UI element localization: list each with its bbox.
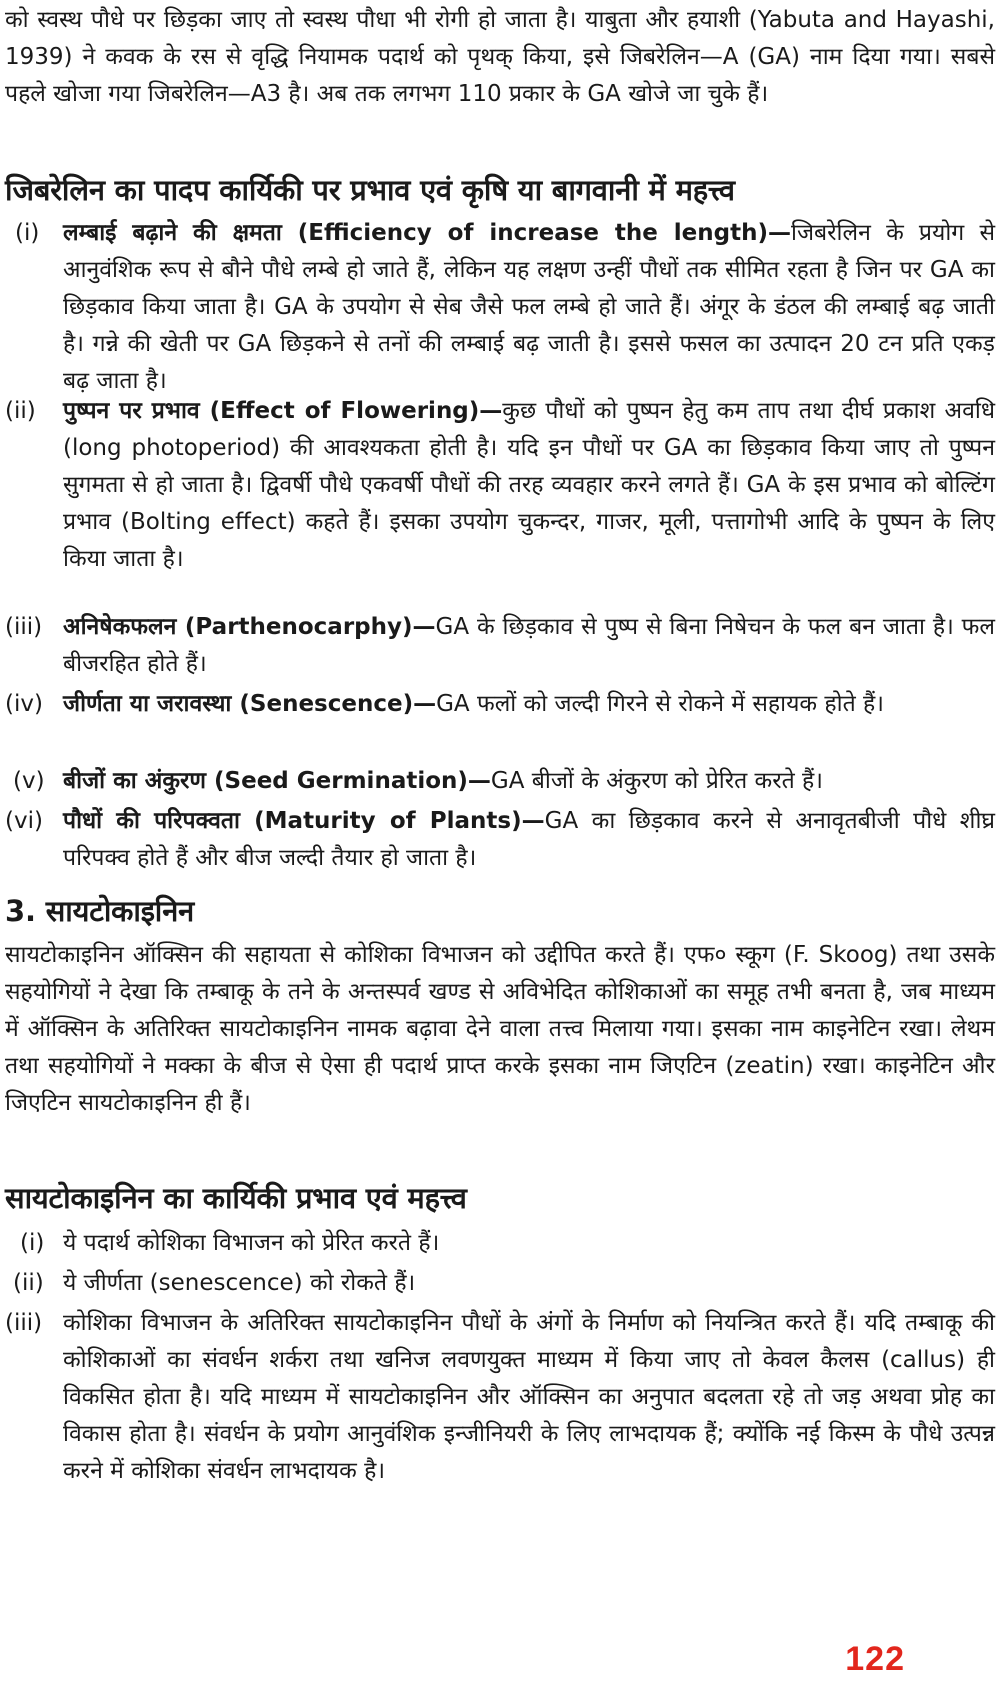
list-item-text: कुछ पौधों को पुष्पन हेतु कम ताप तथा दीर्घ प्रकाश अवधि (long photoperiod) की आवश्यकता होती है। यदि इन पौधों पर GA का छिड़काव किया जाए तो पुष्पन सुगमता से हो जाता है। द्विवर्षी पौधे एकवर्षी पौधों की तरह व्यवहार करने लगते हैं। GA के इस प्रभाव को बोल्टिंग प्रभाव (Bolting effect) कहते हैं। इसका उपयोग चुकन्दर, गाजर, मूली, पत्तागोभी आदि के पुष्पन के लिए किया जाता है। <box>63 398 995 572</box>
list-item-number: (vi) <box>5 808 43 834</box>
list-item-text: GA के छिड़काव से पुष्प से बिना निषेचन के फल बन जाता है। फल बीजरहित होते हैं। <box>63 614 995 677</box>
list-item <box>5 215 995 393</box>
list-item-number: (iv) <box>5 691 43 717</box>
list-item <box>5 686 995 763</box>
list-item-number: (ii) <box>5 398 36 424</box>
list-item-title: जीर्णता या जरावस्था (Senescence)— <box>63 691 437 717</box>
list-item-title: पुष्पन पर प्रभाव (Effect of Flowering)— <box>63 398 503 424</box>
gibberellin-effects-list <box>5 215 995 880</box>
list-item-number: (iii) <box>5 614 43 640</box>
list-item <box>5 609 995 686</box>
list-item-text: जिबरेलिन के प्रयोग से आनुवंशिक रूप से बौने पौधे लम्बे हो जाते हैं, लेकिन यह लक्षण उन्हीं पौधों तक सीमित रहता है जिन पर GA का छिड़काव किया जाता है। GA के उपयोग से सेब जैसे फल लम्बे हो जाते हैं। अंगूर के डंठल की लम्बाई बढ़ जाती है। गन्ने की खेती पर GA छिड़कने से तनों की लम्बाई बढ़ जाती है। इससे फसल का उत्पादन 20 टन प्रति एकड़ बढ़ जाता है। <box>63 220 996 394</box>
list-item-number: (i) <box>20 1230 45 1256</box>
intro-paragraph: को स्वस्थ पौधे पर छिड़का जाए तो स्वस्थ पौधा भी रोगी हो जाता है। याबुता और हयाशी (Yabuta and Hayashi, 1939) ने कवक के रस से वृद्धि नियामक पदार्थ को पृथक् किया, इसे जिबरेलिन—A (GA) नाम दिया गया। सबसे पहले खोजा गया जिबरेलिन—A3 है। अब तक लगभग 110 प्रकार के GA खोजे जा चुके हैं। <box>5 7 995 107</box>
list-item <box>5 393 995 609</box>
cytokinin-effects-list <box>5 1225 995 1490</box>
list-item <box>5 803 995 880</box>
list-item-text: GA फलों को जल्दी गिरने से रोकने में सहायक होते हैं। <box>436 691 884 717</box>
list-item <box>5 1305 995 1490</box>
list-item-number: (i) <box>15 220 40 246</box>
list-item-title: लम्बाई बढ़ाने की क्षमता (Efficiency of increase the length)— <box>63 220 791 246</box>
list-item-title: अनिषेकफलन (Parthenocarphy)— <box>63 614 436 640</box>
list-item <box>5 763 995 803</box>
list-item-text: GA बीजों के अंकुरण को प्रेरित करते हैं। <box>490 768 823 794</box>
list-item-text: ये जीर्णता (senescence) को रोकते हैं। <box>63 1270 416 1296</box>
section-heading-cytokinin-effects: सायटोकाइनिन का कार्यिकी प्रभाव एवं महत्त्व <box>5 1181 467 1215</box>
list-item-number: (iii) <box>5 1310 43 1336</box>
section-heading-gibberellin-effects: जिबरेलिन का पादप कार्यिकी पर प्रभाव एवं कृषि या बागवानी में महत्त्व <box>5 173 735 207</box>
list-item <box>5 1265 995 1305</box>
section-heading-cytokinin: 3. सायटोकाइनिन <box>5 894 195 928</box>
list-item-title: बीजों का अंकुरण (Seed Germination)— <box>63 768 491 794</box>
list-item-title: पौधों की परिपक्वता (Maturity of Plants)— <box>63 808 545 834</box>
page-number: 122 <box>845 1640 905 1678</box>
list-item-number: (v) <box>13 768 45 794</box>
list-item-text: GA का छिड़काव करने से अनावृतबीजी पौधे शीघ्र परिपक्व होते हैं और बीज जल्दी तैयार हो जाता है। <box>63 808 995 871</box>
list-item-number: (ii) <box>13 1270 44 1296</box>
document-page <box>5 0 995 1686</box>
cytokinin-paragraph: सायटोकाइनिन ऑक्सिन की सहायता से कोशिका विभाजन को उद्दीपित करते हैं। एफ० स्कूग (F. Skoog) तथा उसके सहयोगियों ने देखा कि तम्बाकू के तने के अन्तस्पर्व खण्ड से अविभेदित कोशिकाओं का समूह तभी बनता है, जब माध्यम में ऑक्सिन के अतिरिक्त सायटोकाइनिन नामक बढ़ावा देने वाला तत्त्व मिलाया गया। इसका नाम काइनेटिन रखा। लेथम तथा सहयोगियों ने मक्का के बीज से ऐसा ही पदार्थ प्राप्त करके इसका नाम जिएटिन (zeatin) रखा। काइनेटिन और जिएटिन सायटोकाइनिन ही हैं। <box>5 942 995 1116</box>
list-item-text: कोशिका विभाजन के अतिरिक्त सायटोकाइनिन पौधों के अंगों के निर्माण को नियन्त्रित करते हैं। यदि तम्बाकू की कोशिकाओं का संवर्धन शर्करा तथा खनिज लवणयुक्त माध्यम में किया जाए तो केवल कैलस (callus) ही विकसित होता है। यदि माध्यम में सायटोकाइनिन और ऑक्सिन का अनुपात बदलता रहे तो जड़ अथवा प्रोह का विकास होता है। संवर्धन के प्रयोग आनुवंशिक इन्जीनियरी के लिए लाभदायक हैं; क्योंकि नई किस्म के पौधे उत्पन्न करने में कोशिका संवर्धन लाभदायक है। <box>63 1310 995 1484</box>
list-item <box>5 1225 995 1265</box>
list-item-text: ये पदार्थ कोशिका विभाजन को प्रेरित करते हैं। <box>63 1230 440 1256</box>
